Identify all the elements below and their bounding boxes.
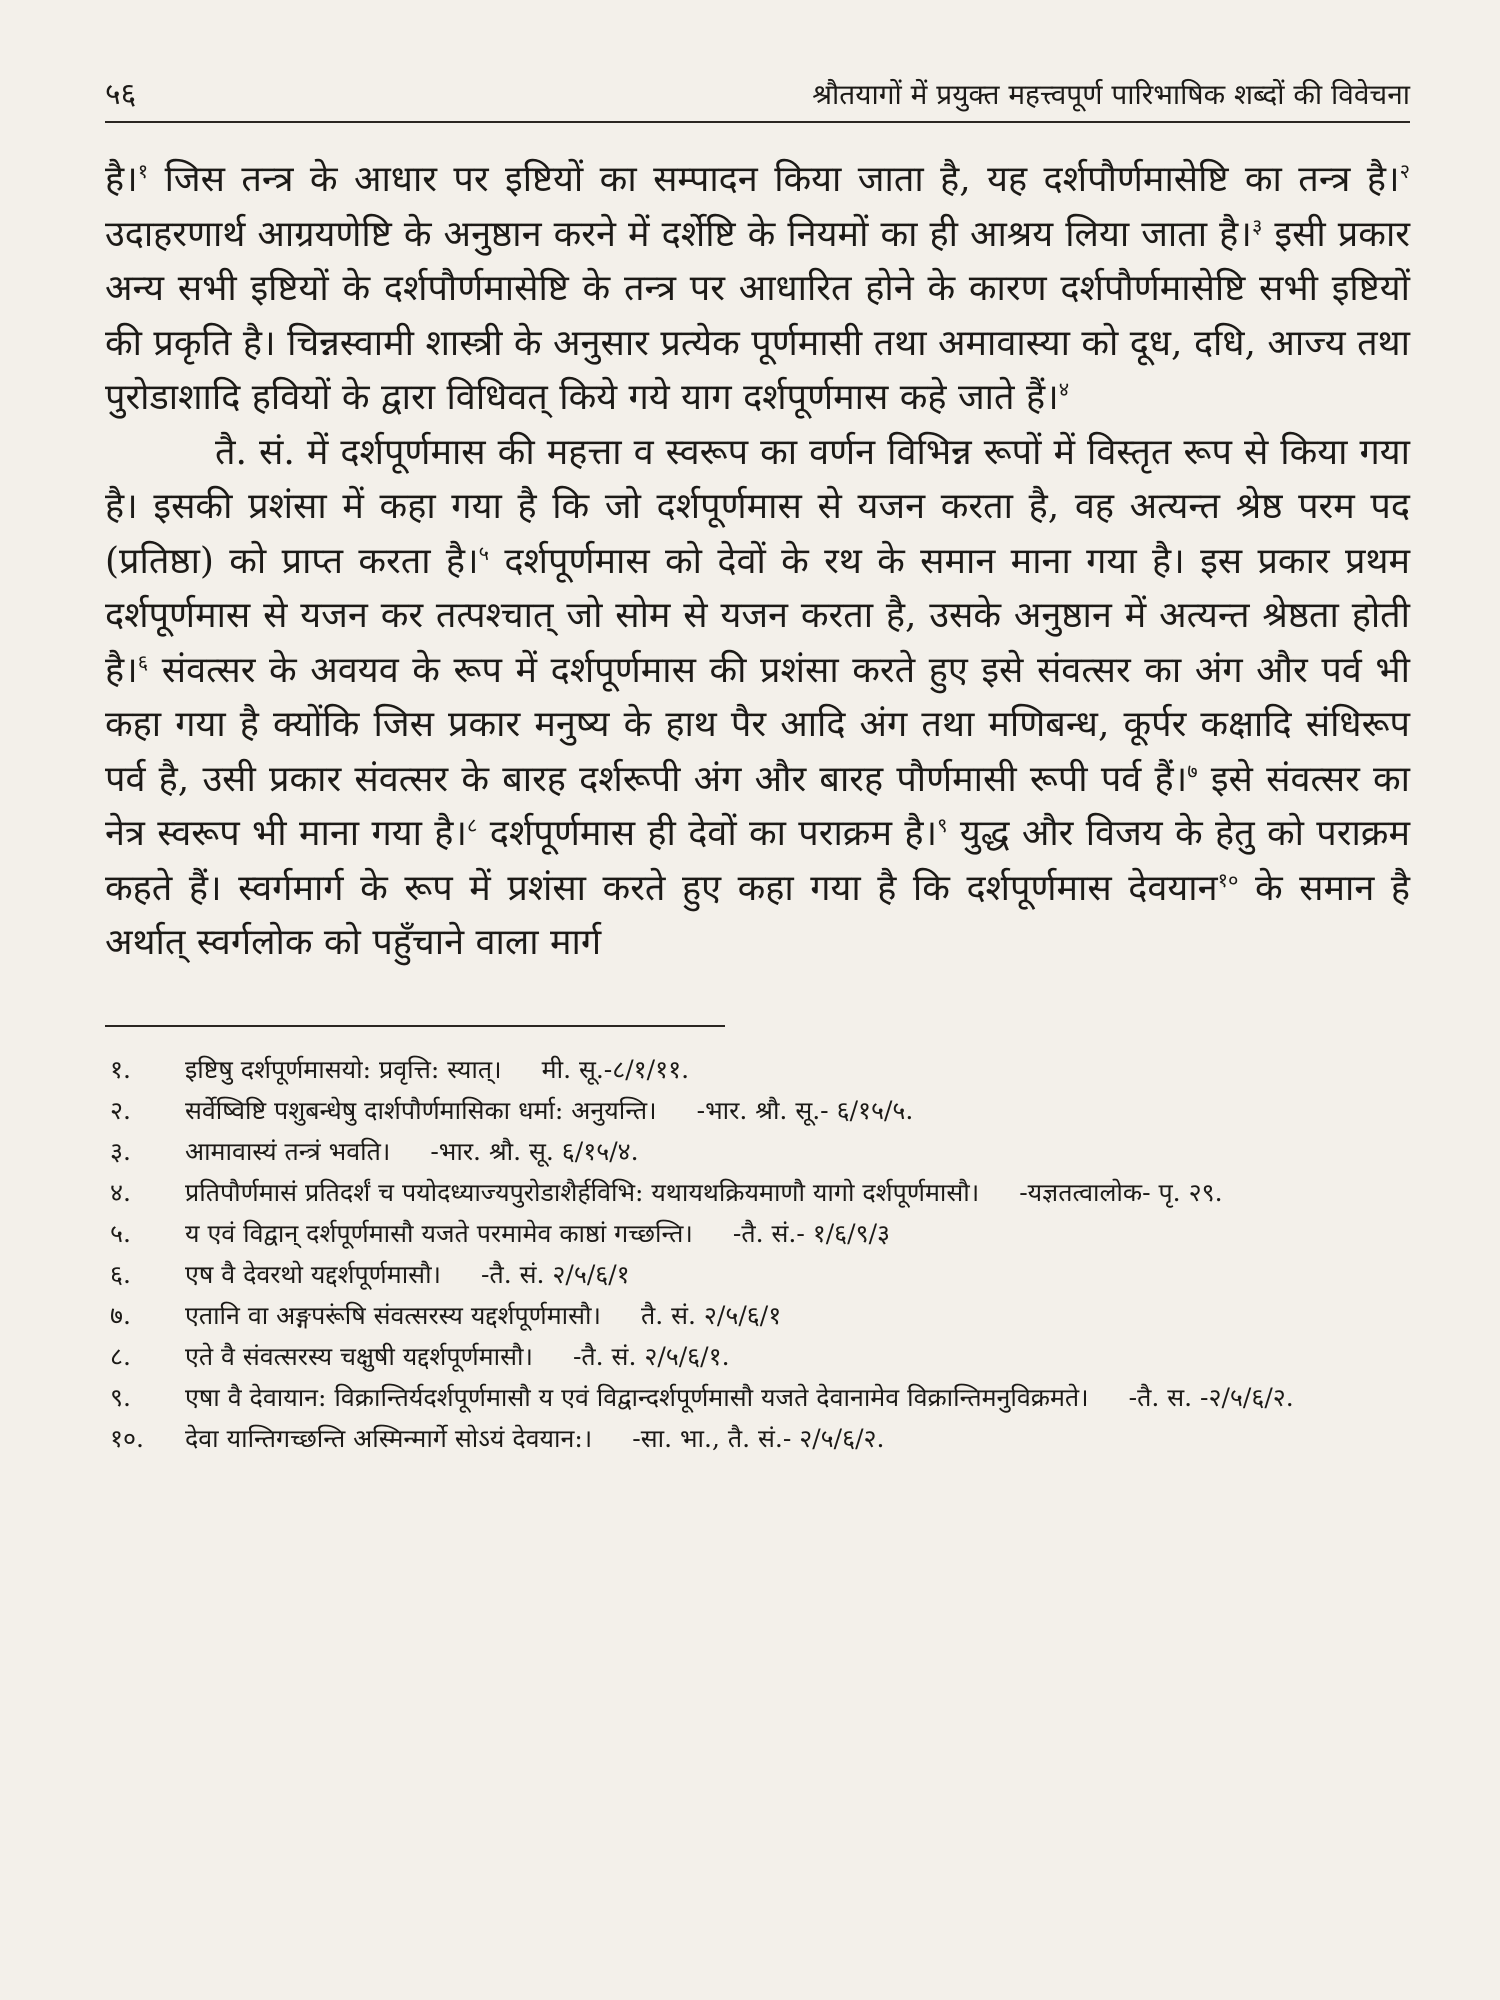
footnote-item [105, 1131, 1410, 1172]
footnote-number: १. [110, 1054, 131, 1084]
footnote-marker[interactable]: १ [137, 159, 149, 183]
footnote-marker[interactable]: ४ [1058, 377, 1070, 401]
footnote-item [105, 1213, 1410, 1254]
footnote-item [105, 1254, 1410, 1295]
running-header [105, 72, 1410, 123]
text-run: दर्शपूर्णमास को देवों के रथ के समान माना गया है। इस प्रकार प्रथम दर्शपूर्णमास से यजन कर तत्पश्चात् जो सोम से यजन करता है, उसके अनुष्ठान में अत्यन्त श्रेष्ठता होती है। [105, 540, 1410, 691]
footnote-text [185, 1254, 1410, 1295]
footnote-marker[interactable]: ८ [467, 813, 478, 837]
footnote-number: ६. [110, 1259, 131, 1289]
footnote-quote: इष्टिषु दर्शपूर्णमासयो: प्रवृत्ति: स्यात्। [185, 1054, 502, 1084]
footnote-item [105, 1295, 1410, 1336]
footnote-number: ८. [110, 1341, 131, 1371]
footnote-reference: मी. सू.-८/१/११. [541, 1054, 690, 1084]
text-run: इसी प्रकार अन्य सभी इष्टियों के दर्शपौर्णमासेष्टि के तन्त्र पर आधारित होने के कारण दर्शपौर्णमासेष्टि सभी इष्टियों की प्रकृति है। चिन्नस्वामी शास्त्री के अनुसार प्रत्येक पूर्णमासी तथा अमावास्या को दूध, दधि, आज्य तथा पुरोडाशादि हवियों के द्वारा विधिवत् किये गये याग दर्शपूर्णमास कहे जाते हैं। [105, 213, 1410, 418]
text-run: उदाहरणार्थ आग्रयणेष्टि के अनुष्ठान करने में दर्शेष्टि के नियमों का ही आश्रय लिया जाता है। [105, 213, 1252, 255]
footnote-item [105, 1172, 1410, 1213]
footnote-reference: -तै. सं. २/५/६/१ [481, 1259, 630, 1289]
text-run: के समान है अर्थात् स्वर्गलोक को पहुँचाने वाला मार्ग [105, 867, 1410, 963]
footnote-marker[interactable]: ७ [1187, 758, 1198, 783]
paragraph [105, 153, 1410, 426]
footnote-quote: एष वै देवरथो यद्दर्शपूर्णमासौ। [185, 1259, 442, 1289]
footnote-marker[interactable]: ५ [478, 540, 490, 565]
footnote-number: ४. [110, 1177, 131, 1207]
footnote-text [185, 1295, 1410, 1336]
footnote-item [105, 1377, 1410, 1418]
footnote-text [185, 1213, 1410, 1254]
text-run: दर्शपूर्णमास ही देवों का पराक्रम है। [477, 813, 938, 854]
footnote-number: ३. [110, 1136, 131, 1166]
footnote-reference: -भार. श्रौ. सू.- ६/१५/५. [696, 1095, 914, 1125]
footnote-quote: एते वै संवत्सरस्य चक्षुषी यद्दर्शपूर्णमासौ। [185, 1341, 533, 1371]
footnote-text [185, 1377, 1410, 1418]
footnote-number: २. [110, 1095, 131, 1125]
footnote-text [185, 1172, 1410, 1213]
footnote-quote: एतानि वा अङ्गपरूंषि संवत्सरस्य यद्दर्शपूर्णमासौ। [185, 1300, 601, 1330]
running-title: श्रौतयागों में प्रयुक्त महत्त्वपूर्ण पारिभाषिक शब्दों की विवेचना [812, 78, 1410, 111]
paragraph [105, 426, 1410, 971]
footnote-reference: -भार. श्रौ. सू. ६/१५/४. [430, 1136, 639, 1166]
footnote-reference: -तै. स. -२/५/६/२. [1128, 1382, 1294, 1412]
footnote-text [185, 1090, 1410, 1131]
footnote-marker[interactable]: १० [1217, 867, 1239, 892]
text-run: है। [105, 159, 138, 200]
footnote-number: ९. [110, 1382, 131, 1412]
footnote-text [185, 1418, 1410, 1459]
footnote-text [185, 1336, 1410, 1377]
text-run: युद्ध और विजय के हेतु को पराक्रम कहते हैं। स्वर्गमार्ग के रूप में प्रशंसा करते हुए कहा गया है कि दर्शपूर्णमास देवयान [105, 813, 1410, 909]
text-run: इसे संवत्सर का नेत्र स्वरूप भी माना गया है। [105, 758, 1410, 854]
footnote-quote: प्रतिपौर्णमासं प्रतिदर्शं च पयोदध्याज्यपुरोडाशैर्हविभि: यथायथक्रियमाणौ यागो दर्शपूर्णमासौ। [185, 1177, 980, 1207]
footnote-marker[interactable]: ६ [137, 649, 149, 674]
footnote-number: १०. [110, 1423, 144, 1453]
footnote-reference: -तै. सं.- १/६/९/३ [732, 1218, 890, 1248]
footnote-quote: य एवं विद्वान् दर्शपूर्णमासौ यजते परमामेव काष्ठां गच्छन्ति। [185, 1218, 693, 1248]
text-run: संवत्सर के अवयव के रूप में दर्शपूर्णमास की प्रशंसा करते हुए इसे संवत्सर का अंग और पर्व भी कहा गया है क्योंकि जिस प्रकार मनुष्य के हाथ पैर आदि अंग तथा मणिबन्ध, कूर्पर कक्षादि संधिरूप पर्व है, उसी प्रकार संवत्सर के बारह दर्शरूपी अंग और बारह पौर्णमासी रूपी पर्व हैं। [105, 649, 1410, 800]
footnote-quote: एषा वै देवायान: विक्रान्तिर्यदर्शपूर्णमासौ य एवं विद्वान्दर्शपूर्णमासौ यजते देवानामेव विक्रान्तिमनुविक्रमते। [185, 1382, 1089, 1412]
body-text [105, 153, 1410, 971]
footnote-item [105, 1090, 1410, 1131]
footnote-separator [105, 1025, 725, 1027]
footnote-number: ७. [110, 1300, 131, 1330]
footnote-reference: तै. सं. २/५/६/१ [641, 1300, 782, 1330]
footnote-marker[interactable]: ३ [1251, 213, 1263, 238]
footnote-quote: आमावास्यं तन्त्रं भवति। [185, 1136, 391, 1166]
footnote-number: ५. [110, 1218, 131, 1248]
text-run: तै. सं. में दर्शपूर्णमास की महत्ता व स्वरूप का वर्णन विभिन्न रूपों में विस्तृत रूप से किया गया है। इसकी प्रशंसा में कहा गया है कि जो दर्शपूर्णमास से यजन करता है, वह अत्यन्त श्रेष्ठ परम पद (प्रतिष्ठा) को प्राप्त करता है। [105, 431, 1410, 582]
footnote-text [185, 1049, 1410, 1090]
footnote-quote: सर्वेष्विष्टि पशुबन्धेषु दार्शपौर्णमासिका धर्मा: अनुयन्ति। [185, 1095, 657, 1125]
footnote-reference: -तै. सं. २/५/६/१. [572, 1341, 730, 1371]
footnote-reference: -सा. भा., तै. सं.- २/५/६/२. [632, 1423, 885, 1453]
text-run: जिस तन्त्र के आधार पर इष्टियों का सम्पादन किया जाता है, यह दर्शपौर्णमासेष्टि का तन्त्र है। [148, 159, 1400, 200]
footnote-reference: -यज्ञतत्वालोक- पृ. २९. [1019, 1177, 1223, 1207]
footnote-marker[interactable]: २ [1399, 159, 1410, 183]
footnote-item [105, 1336, 1410, 1377]
footnote-item [105, 1049, 1410, 1090]
footnote-item [105, 1418, 1410, 1459]
footnote-text [185, 1131, 1410, 1172]
footnote-quote: देवा यान्तिगच्छन्ति अस्मिन्मार्गे सोऽयं देवयान:। [185, 1423, 593, 1453]
footnote-marker[interactable]: ९ [937, 813, 948, 837]
page-number: ५६ [105, 77, 137, 112]
footnotes [105, 1049, 1410, 1459]
